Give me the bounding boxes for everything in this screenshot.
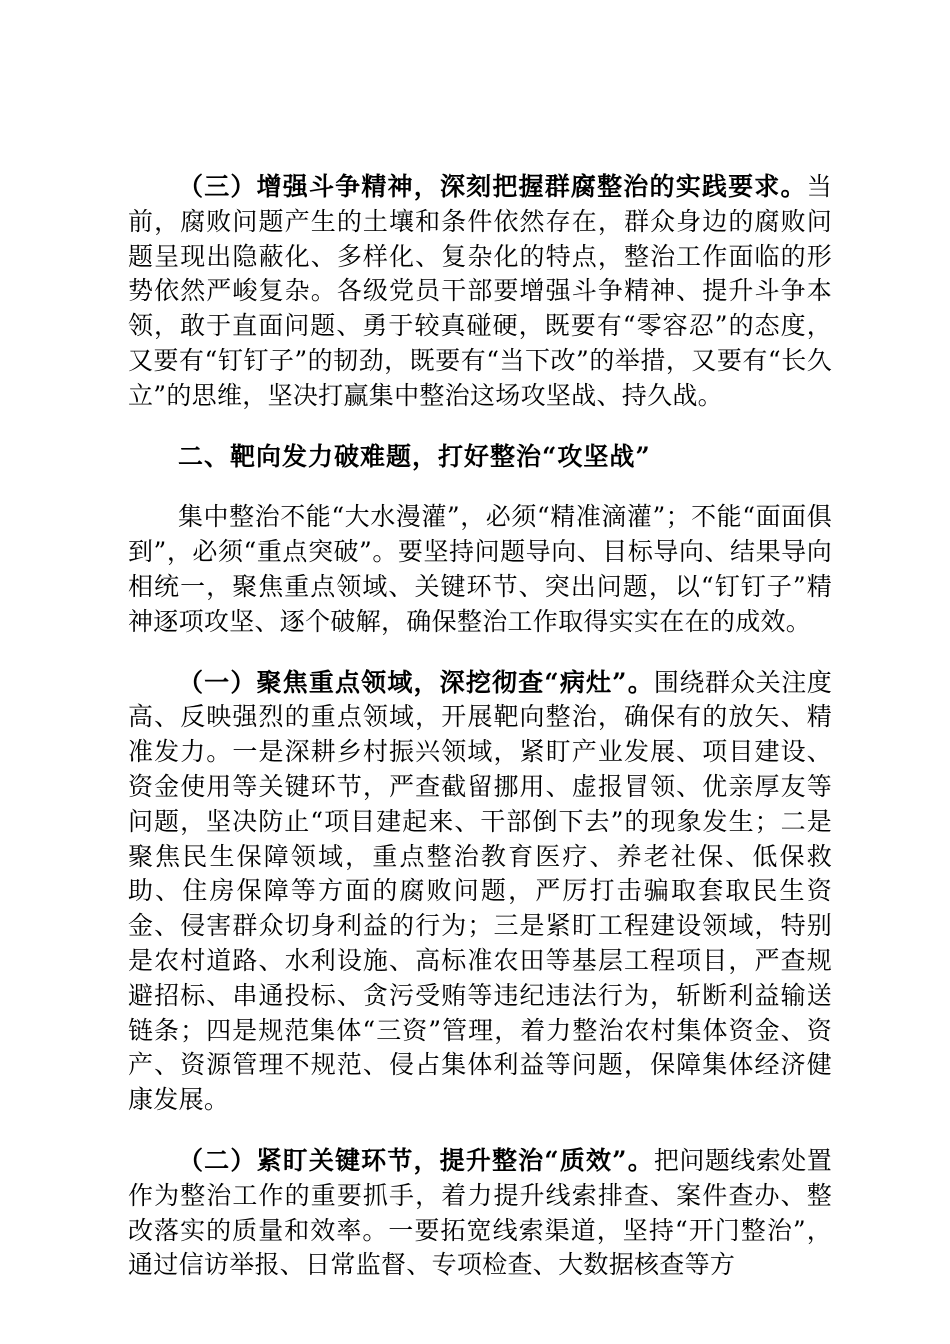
paragraph-body: 当前，腐败问题产生的土壤和条件依然存在，群众身边的腐败问题呈现出隐蔽化、多样化、复杂化的特点，整治工作面临的形势依然严峻复杂。各级党员干部要增强斗争精神、提升斗争本领，敢于直面问题、勇于较真碰硬，既要有“零容忍”的态度，又要有“钉钉子”的韧劲，既要有“当下改”的举措，又要有“长久立”的思维，坚决打赢集中整治这场攻坚战、持久战。 bbox=[128, 172, 832, 410]
section-heading: 二、靶向发力破难题，打好整治“攻坚战” bbox=[178, 441, 651, 471]
paragraph-key-links bbox=[128, 1144, 832, 1283]
paragraph-practice-requirements bbox=[128, 170, 832, 414]
paragraph-lead: （二）紧盯关键环节，提升整治“质效”。 bbox=[178, 1145, 654, 1175]
document-page bbox=[128, 170, 832, 1309]
paragraph-body: 把问题线索处置作为整治工作的重要抓手，着力提升线索排查、案件查办、整改落实的质量和效率。一要拓宽线索渠道，坚持“开门整治”，通过信访举报、日常监督、专项检查、大数据核查等方 bbox=[128, 1145, 832, 1280]
intro-paragraph: 集中整治不能“大水漫灌”，必须“精准滴灌”；不能“面面俱到”，必须“重点突破”。要坚持问题导向、目标导向、结果导向相统一，聚焦重点领域、关键环节、突出问题，以“钉钉子”精神逐项攻坚、逐个破解，确保整治工作取得实实在在的成效。 bbox=[128, 502, 832, 636]
paragraph-key-areas bbox=[128, 666, 832, 1118]
paragraph-lead: （一）聚焦重点领域，深挖彻查“病灶”。 bbox=[178, 667, 654, 697]
paragraph-lead: （三）增强斗争精神，深刻把握群腐整治的实践要求。 bbox=[178, 172, 807, 201]
paragraph-body: 围绕群众关注度高、反映强烈的重点领域，开展靶向整治，确保有的放矢、精准发力。一是深耕乡村振兴领域，紧盯产业发展、项目建设、资金使用等关键环节，严查截留挪用、虚报冒领、优亲厚友等问题，坚决防止“项目建起来、干部倒下去”的现象发生；二是聚焦民生保障领域，重点整治教育医疗、养老社保、低保救助、住房保障等方面的腐败问题，严厉打击骗取套取民生资金、侵害群众切身利益的行为；三是紧盯工程建设领域，特别是农村道路、水利设施、高标准农田等基层工程项目，严查规避招标、串通投标、贪污受贿等违纪违法行为，斩断利益输送链条；四是规范集体“三资”管理，着力整治农村集体资金、资产、资源管理不规范、侵占集体利益等问题，保障集体经济健康发展。 bbox=[128, 667, 832, 1115]
